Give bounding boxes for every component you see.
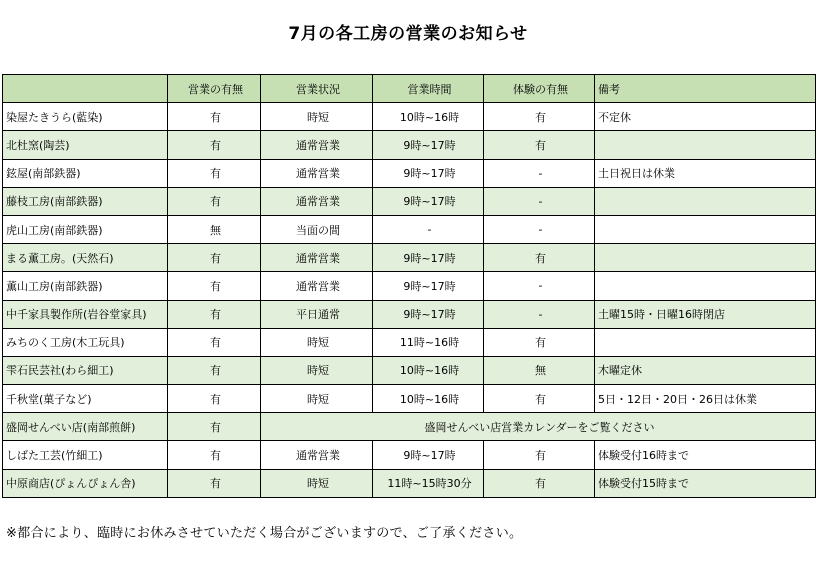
cell-experience: 有 xyxy=(484,469,595,497)
cell-hours: - xyxy=(373,215,484,243)
cell-hours: 11時~15時30分 xyxy=(373,469,484,497)
header-open: 営業の有無 xyxy=(168,75,261,103)
cell-workshop-name: まる薫工房。(天然石) xyxy=(3,244,168,272)
table-row xyxy=(3,356,816,384)
cell-status: 時短 xyxy=(261,328,373,356)
cell-status: 時短 xyxy=(261,469,373,497)
cell-notes xyxy=(595,328,816,356)
cell-hours: 9時~17時 xyxy=(373,159,484,187)
cell-status: 通常営業 xyxy=(261,272,373,300)
page-title: 7月の各工房の営業のお知らせ xyxy=(288,24,528,44)
table-row xyxy=(3,103,816,131)
cell-status: 時短 xyxy=(261,356,373,384)
table-row xyxy=(3,159,816,187)
cell-notes xyxy=(595,131,816,159)
cell-status: 通常営業 xyxy=(261,441,373,469)
cell-experience: - xyxy=(484,159,595,187)
table-row xyxy=(3,272,816,300)
table-row-special xyxy=(3,413,816,441)
cell-workshop-name: 千秋堂(菓子など) xyxy=(3,385,168,413)
cell-workshop-name: 鉉屋(南部鉄器) xyxy=(3,159,168,187)
cell-open: 有 xyxy=(168,272,261,300)
cell-hours: 9時~17時 xyxy=(373,300,484,328)
cell-status: 通常営業 xyxy=(261,159,373,187)
cell-status: 通常営業 xyxy=(261,187,373,215)
cell-notes xyxy=(595,272,816,300)
cell-hours: 11時~16時 xyxy=(373,328,484,356)
cell-workshop-name: みちのく工房(木工玩具) xyxy=(3,328,168,356)
table-row xyxy=(3,131,816,159)
table-row xyxy=(3,300,816,328)
workshop-schedule-table xyxy=(2,74,816,498)
cell-workshop-name: 薫山工房(南部鉄器) xyxy=(3,272,168,300)
cell-experience: - xyxy=(484,187,595,215)
cell-notes: 土曜15時・日曜16時閉店 xyxy=(595,300,816,328)
cell-notes: 体験受付15時まで xyxy=(595,469,816,497)
cell-hours: 9時~17時 xyxy=(373,187,484,215)
table-row xyxy=(3,244,816,272)
cell-open: 有 xyxy=(168,159,261,187)
cell-experience: - xyxy=(484,300,595,328)
cell-status: 通常営業 xyxy=(261,131,373,159)
cell-open: 有 xyxy=(168,356,261,384)
table-row xyxy=(3,385,816,413)
cell-experience: - xyxy=(484,272,595,300)
cell-notes: 不定休 xyxy=(595,103,816,131)
table-row xyxy=(3,187,816,215)
table-header-row xyxy=(3,75,816,103)
cell-experience: 有 xyxy=(484,441,595,469)
cell-notes xyxy=(595,244,816,272)
table-row xyxy=(3,215,816,243)
cell-workshop-name: 藤枝工房(南部鉄器) xyxy=(3,187,168,215)
header-notes: 備考 xyxy=(595,75,816,103)
cell-hours: 9時~17時 xyxy=(373,131,484,159)
cell-hours: 10時~16時 xyxy=(373,103,484,131)
cell-workshop-name: 染屋たきうら(藍染) xyxy=(3,103,168,131)
cell-hours: 9時~17時 xyxy=(373,441,484,469)
cell-experience: 有 xyxy=(484,244,595,272)
cell-workshop-name: 盛岡せんべい店(南部煎餅) xyxy=(3,413,168,441)
cell-notes: 5日・12日・20日・26日は休業 xyxy=(595,385,816,413)
cell-hours: 10時~16時 xyxy=(373,356,484,384)
footnote: ※都合により、臨時にお休みさせていただく場合がございますので、ご了承ください。 xyxy=(6,526,523,541)
cell-workshop-name: 雫石民芸社(わら細工) xyxy=(3,356,168,384)
table-row xyxy=(3,441,816,469)
cell-notes xyxy=(595,215,816,243)
header-status: 営業状況 xyxy=(261,75,373,103)
cell-workshop-name: 北杜窯(陶芸) xyxy=(3,131,168,159)
cell-notes: 体験受付16時まで xyxy=(595,441,816,469)
cell-workshop-name: しばた工芸(竹細工) xyxy=(3,441,168,469)
header-workshop-name xyxy=(3,75,168,103)
cell-open: 有 xyxy=(168,244,261,272)
cell-workshop-name: 中原商店(ぴょんぴょん舎) xyxy=(3,469,168,497)
cell-open: 有 xyxy=(168,469,261,497)
cell-open: 有 xyxy=(168,300,261,328)
header-hours: 営業時間 xyxy=(373,75,484,103)
cell-workshop-name: 虎山工房(南部鉄器) xyxy=(3,215,168,243)
cell-experience: 有 xyxy=(484,103,595,131)
header-experience: 体験の有無 xyxy=(484,75,595,103)
cell-experience: 無 xyxy=(484,356,595,384)
cell-calendar-notice: 盛岡せんべい店営業カレンダーをご覧ください xyxy=(261,413,816,441)
cell-open: 有 xyxy=(168,441,261,469)
table-body xyxy=(3,103,816,498)
cell-notes xyxy=(595,187,816,215)
cell-status: 平日通常 xyxy=(261,300,373,328)
cell-open: 有 xyxy=(168,413,261,441)
cell-workshop-name: 中千家具製作所(岩谷堂家具) xyxy=(3,300,168,328)
cell-status: 時短 xyxy=(261,103,373,131)
cell-open: 無 xyxy=(168,215,261,243)
cell-experience: 有 xyxy=(484,385,595,413)
cell-hours: 10時~16時 xyxy=(373,385,484,413)
cell-notes: 土日祝日は休業 xyxy=(595,159,816,187)
table-row xyxy=(3,469,816,497)
cell-experience: 有 xyxy=(484,131,595,159)
cell-open: 有 xyxy=(168,103,261,131)
cell-open: 有 xyxy=(168,131,261,159)
cell-hours: 9時~17時 xyxy=(373,272,484,300)
cell-open: 有 xyxy=(168,187,261,215)
cell-status: 通常営業 xyxy=(261,244,373,272)
cell-status: 時短 xyxy=(261,385,373,413)
cell-status: 当面の間 xyxy=(261,215,373,243)
cell-open: 有 xyxy=(168,328,261,356)
cell-hours: 9時~17時 xyxy=(373,244,484,272)
cell-experience: 有 xyxy=(484,328,595,356)
cell-experience: - xyxy=(484,215,595,243)
cell-open: 有 xyxy=(168,385,261,413)
table-row xyxy=(3,328,816,356)
cell-notes: 木曜定休 xyxy=(595,356,816,384)
